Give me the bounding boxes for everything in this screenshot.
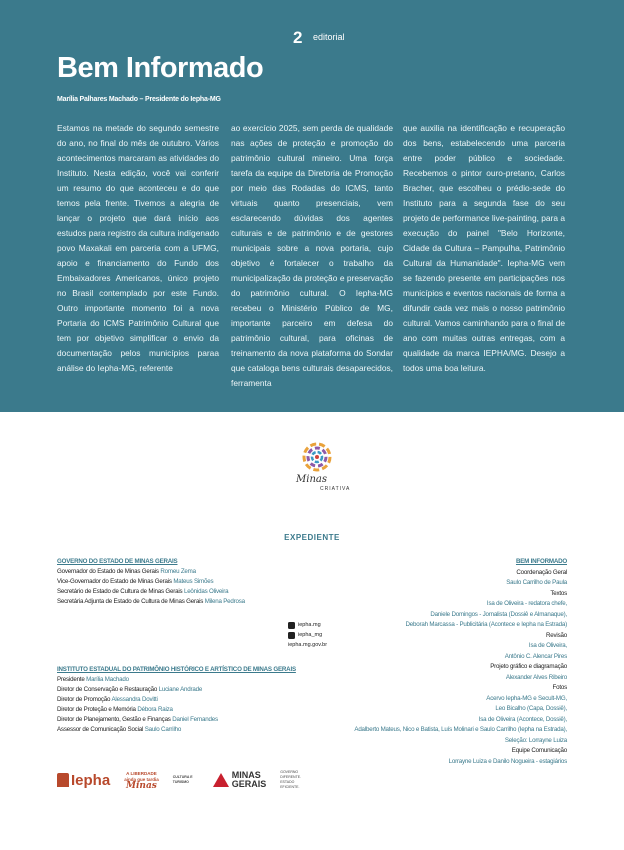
credit-line: Daniele Domingos - Jornalista (Dossiê e Almanaque), xyxy=(430,610,567,618)
minas-gerais-logo: MINAS GERAIS xyxy=(213,771,267,789)
social-website[interactable]: iepha.mg.gov.br xyxy=(288,642,328,648)
byline: Marília Palhares Machado – Presidente do Iepha-MG xyxy=(57,96,221,103)
credit-row: Secretária Adjunta de Estado de Cultura de Minas Gerais Milena Pedrosa xyxy=(57,598,245,605)
credit-row: Assessor de Comunicação Social Saulo Carrilho xyxy=(57,726,182,733)
credit-line: Alexander Alves Ribeiro xyxy=(505,673,567,681)
credit-line: Isa de Oliveira, xyxy=(528,642,567,649)
credit-line: Isa de Oliveira (Acontece, Dossiê), xyxy=(478,715,567,723)
credit-line: Saulo Carrilho de Paula xyxy=(506,579,567,586)
government-slogan: GOVERNO DIFERENTE. ESTADO EFICIENTE. xyxy=(280,770,302,789)
credit-line: Revisão xyxy=(546,631,567,639)
credit-line: Coordenação Geral xyxy=(516,568,567,576)
liberdade-logo: A LIBERDADE ainda que tardia Minas xyxy=(124,771,159,791)
minas-triangle-icon xyxy=(213,773,229,787)
page-title: Bem Informado xyxy=(57,52,264,84)
section-label: editorial xyxy=(313,32,345,42)
bem-informado-header: BEM INFORMADO xyxy=(515,558,567,565)
expediente-title: EXPEDIENTE xyxy=(284,533,340,542)
cultura-turismo-logo: CULTURA E TURISMO xyxy=(172,775,193,784)
credit-line: Projeto gráfico e diagramação xyxy=(490,663,567,670)
credit-row: Vice-Governador do Estado de Minas Gerais Mateus Simões xyxy=(57,578,214,585)
credit-line: Equipe Comunicação xyxy=(511,747,567,754)
footer-logos xyxy=(57,770,308,790)
editorial-column-2: ao exercício 2025, sem perda de qualidade nas ações de proteção e promoção do patrimônio cultural mineiro. Uma força tarefa da equipe da Diretoria de Promoção por meio das Rodadas do ICMS, tanto virtuais quanto presenciais, vem esclarecendo dúvidas dos agentes culturais e de patrimônio e de gestores municipais sobre a nova portaria, cujo objetivo é fortalecer o trabalho da municipalização da proteção e preservação do patrimônio cultural. O Iepha-MG recebeu o Ministério Público de MG, importante parceiro em defesa do patrimônio cultural, para oficinas de treinamento da nova plataforma do Sondar que cataloga bens culturais desaparecidos, ferramenta xyxy=(231,123,393,388)
social-instagram[interactable]: iepha_mg xyxy=(288,630,327,640)
credit-line: Seleção: Lorrayne Luiza xyxy=(504,736,567,744)
credit-line: Leo Bicalho (Capa, Dossiê), xyxy=(495,705,567,712)
editorial-column-1: Estamos na metade do segundo semestre do ano, no final do mês de outubro. Vários acontecimentos marcaram as atividades do Instituto. Nesta edição, você vai conferir um resumo do que aconteceu e do que temos pela frente. Tivemos a alegria de lançar o projeto que dará início aos estudos para registro da cultura indígenado povo Maxakali em parceria com a UFMG, apoio e financiamento do Fundo dos Embaixadores Americanos, único projeto no Brasil contemplado por este Fundo. Outro importante momento foi a nova Portaria do ICMS Patrimônio Cultural que tem por objetivo simplificar o envio da documentação pelos municípios paraa análise do Iepha-MG, referente xyxy=(57,123,219,373)
credit-row: Diretor de Promoção Alessandra Dovitti xyxy=(57,696,158,703)
credit-line: Acervo Iepha-MG e Secult-MG, xyxy=(486,694,567,702)
credit-row: Diretor de Conservação e Restauração Luciane Andrade xyxy=(57,686,203,693)
credit-line: Adalberto Mateus, Nico e Batista, Luís Molinari e Saulo Carrilho (Iepha na Estrada), xyxy=(354,726,567,733)
credit-line: Deborah Marcassa - Publicitária (Acontece e Iepha na Estrada) xyxy=(405,621,567,628)
page-number: 2 xyxy=(293,28,303,47)
credit-line: Fotos xyxy=(552,684,567,691)
editorial-column-3: que auxilia na identificação e recuperação dos bens, estabelecendo uma parceria entre poder público e sociedade. Recebemos o pintor ouro-pretano, Carlos Bracher, que escolheu o prédio-sede do Instituto para a segunda fase do seu projeto de performance live-painting, para a execução do painel "Belo Horizonte, Cidade da Cultura – Pampulha, Patrimônio Cultural da Humanidade". Iepha-MG vem se fazendo presente em participações nos municípios e eventos nacionais de forma a difundir cada vez mais o nosso patrimônio cultural. Vamos caminhando para o final de ano com muitas outras entregas, com a qualidade da marca IEPHA/MG. Desejo a todos uma boa leitura. xyxy=(403,123,566,373)
iepha-header: INSTITUTO ESTADUAL DO PATRIMÔNIO HISTÓRICO E ARTÍSTICO DE MINAS GERAIS xyxy=(57,666,296,673)
social-facebook[interactable]: iepha.mg xyxy=(288,620,327,630)
credit-line: Isa de Oliveira - redatora chefe, xyxy=(486,600,567,607)
credit-row: Presidente Marília Machado xyxy=(57,676,129,683)
iepha-logo: Iepha xyxy=(57,772,110,789)
credit-row: Diretor de Proteção e Memória Débora Raiza xyxy=(57,706,173,713)
logo-subtitle: CRIATIVA xyxy=(320,486,351,492)
government-header: GOVERNO DO ESTADO DE MINAS GERAIS xyxy=(57,558,178,565)
credit-line: Antônio C. Alencar Pires xyxy=(504,652,567,660)
logo-word: Minas xyxy=(296,474,327,485)
credit-line: Textos xyxy=(550,589,567,597)
credit-line: Lorrayne Luiza e Danilo Nogueira - estagiários xyxy=(448,757,567,765)
credit-row: Secretário de Estado de Cultura de Minas Gerais Leônidas Oliveira xyxy=(57,588,229,595)
iepha-mark-icon xyxy=(57,773,69,787)
credit-row: Governador do Estado de Minas Gerais Romeu Zema xyxy=(57,568,196,575)
government-credits xyxy=(57,557,297,607)
editorial-band xyxy=(0,0,624,412)
bem-informado-credits xyxy=(267,557,567,767)
credit-row: Diretor de Planejamento, Gestão e Finanças Daniel Fernandes xyxy=(57,716,218,723)
